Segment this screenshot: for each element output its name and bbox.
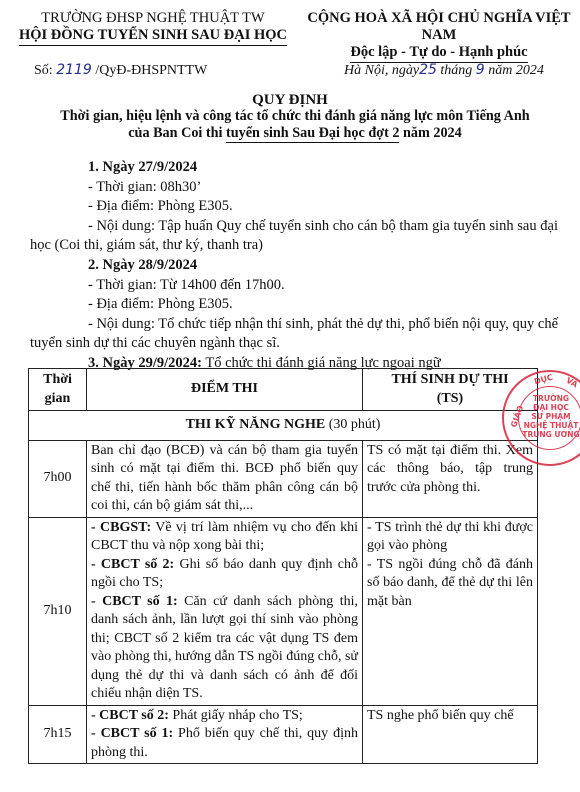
seal-ring-text-top: DỤC (533, 372, 554, 387)
national-motto-block (300, 10, 578, 63)
council-name: HỘI ĐỒNG TUYỂN SINH SAU ĐẠI HỌC (19, 27, 287, 46)
row-candidates: TS có mặt tại điểm thi. Xem các thông báo, tập trung trước cửa phòng thi. (363, 440, 538, 517)
handwritten-number: 2119 (56, 62, 92, 78)
row-candidates: TS nghe phổ biến quy chế (363, 705, 538, 764)
section-row: THI KỸ NĂNG NGHE (30 phút) (29, 411, 538, 441)
document-subtitle: Thời gian, hiệu lệnh và công tác tổ chức thi đánh giá năng lực môn Tiếng Anh của Ban Coi thi tuyển sinh Sau Đại học đợt 2 năm 2024 (60, 108, 530, 141)
table-header-row (29, 369, 538, 411)
seal-ring-text-right: VÀ (564, 375, 580, 390)
document-body (30, 158, 558, 374)
section-place: - Địa điểm: Phòng E305. (88, 198, 233, 215)
issuer-name: TRƯỜNG ĐHSP NGHỆ THUẬT TW (41, 10, 265, 26)
section-time: - Thời gian: Từ 14h00 đến 17h00. (88, 276, 285, 293)
section-heading: 2. Ngày 28/9/2024 (88, 256, 198, 273)
schedule-table (28, 368, 538, 764)
row-exam-site: - CBCT số 2: Phát giấy nháp cho TS; - CBCT số 1: Phổ biến quy chế thi, quy định phòng thi. (87, 705, 363, 764)
section-heading: 1. Ngày 27/9/2024 (88, 159, 198, 175)
row-time: 7h00 (29, 440, 87, 517)
section-place: - Địa điểm: Phòng E305. (88, 296, 233, 313)
issuer-block (18, 10, 288, 46)
section-content: - Nội dung: Tập huấn Quy chế tuyển sinh cho cán bộ tham gia tuyển sinh sau đại học (Coi thi, giám sát, thư ký, thanh tra) (30, 217, 558, 254)
section-time: - Thời gian: 08h30’ (88, 178, 202, 195)
row-time: 7h15 (29, 705, 87, 764)
table-row (29, 705, 538, 764)
section-heading: 3. Ngày 29/9/2024: Tổ chức thi đánh giá năng lực ngoại ngữ (88, 354, 441, 371)
header-exam-site: ĐIỂM THI (87, 369, 363, 411)
seal-ring-text-left: GIÁO (509, 404, 526, 429)
section-content: - Nội dung: Tổ chức tiếp nhận thí sinh, phát thẻ dự thi, phổ biến nội quy, quy chế tuyển sinh dự thi các chuyên ngành thạc sĩ. (30, 315, 558, 352)
table-row (29, 517, 538, 705)
handwritten-month: 9 (475, 62, 485, 78)
table-row (29, 440, 538, 517)
row-exam-site: - CBGST: Về vị trí làm nhiệm vụ cho đến khi CBCT thu và nộp xong bài thi; - CBCT số 2: Ghi số báo danh quy định chỗ ngồi cho TS; - CBCT số 1: Căn cứ danh sách phòng thi, danh sách ảnh, lần lượt gọi thí sinh vào phòng thi; CBCT số 2 kiểm tra các vật dụng TS đem vào phòng thi, hướng dẫn TS ngồi đúng chỗ, sử dụng thẻ dự thi và danh sách có ảnh để đối chiếu nhận diện TS. (87, 517, 363, 705)
handwritten-day: 25 (419, 62, 437, 78)
header-candidates: THÍ SINH DỰ THI (TS) (363, 369, 538, 411)
row-time: 7h10 (29, 517, 87, 705)
country-name: CỘNG HOÀ XÃ HỘI CHỦ NGHĨA VIỆT NAM (307, 10, 571, 43)
document-number: Số: 2119 /QyĐ-ĐHSPNTTW (34, 62, 208, 78)
national-motto: Độc lập - Tự do - Hạnh phúc (350, 44, 527, 63)
header-time: Thời gian (29, 369, 87, 411)
row-exam-site: Ban chỉ đạo (BCĐ) và cán bộ tham gia tuyển sinh có mặt tại điểm thi. BCĐ phổ biến quy chế thi, tiến hành bốc thăm phân công cán bộ coi thi, cán bộ giám sát thi,... (87, 440, 363, 517)
row-candidates: - TS trình thẻ dự thi khi được gọi vào phòng - TS ngồi đúng chỗ đã đánh số báo danh, để thẻ dự thi lên mặt bàn (363, 517, 538, 705)
document-title: QUY ĐỊNH (252, 92, 328, 108)
seal-center-text: TRƯỜNG ĐẠI HỌC SƯ PHẠM NGHỆ THUẬT TRUNG ƯƠNG (522, 394, 580, 439)
issue-date: Hà Nội, ngày25 tháng 9 năm 2024 (344, 62, 544, 78)
